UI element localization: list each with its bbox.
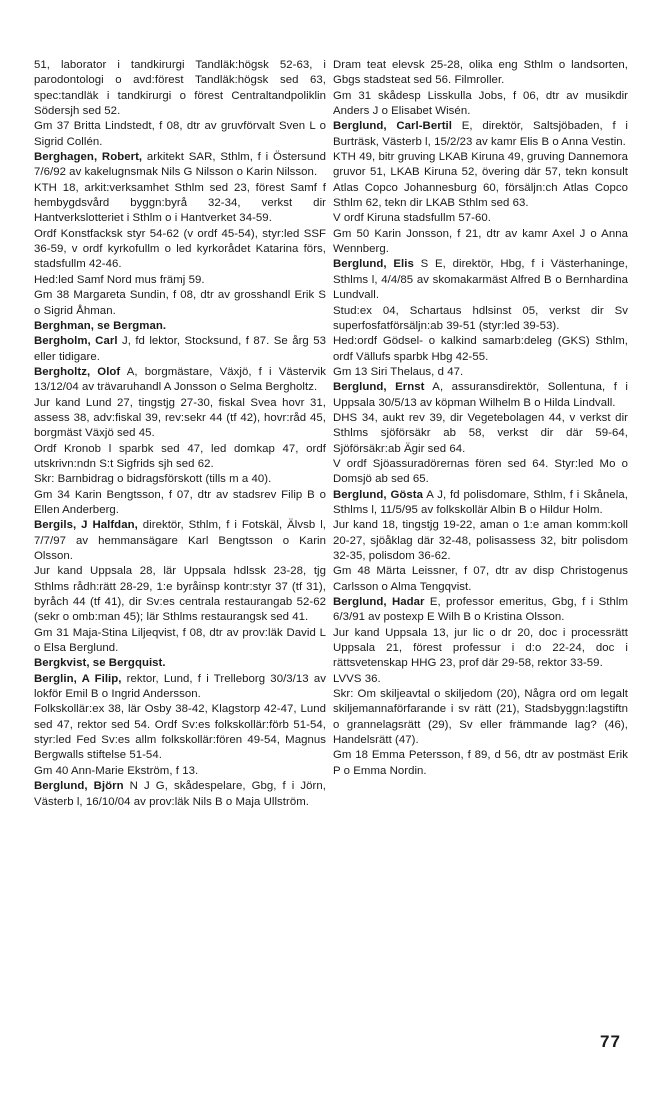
- entry-heading-paragraph: [34, 150, 326, 181]
- entry-paragraph: [34, 764, 326, 779]
- entry-name: Berglund, Björn: [34, 780, 124, 793]
- entry-name: Berglund, Gösta: [333, 488, 424, 501]
- entry-heading-paragraph: [34, 779, 326, 810]
- entry-name: Berglund, Elis: [333, 258, 414, 271]
- entry-text: Gm 13 Siri Thelaus, d 47.: [333, 365, 464, 378]
- entry-paragraph: [333, 411, 628, 457]
- entry-name: Bergils, J Halfdan,: [34, 519, 138, 532]
- entry-heading-paragraph: [333, 595, 628, 626]
- entry-text: Skr: Barnbidrag o bidragsförskott (tills m a 40).: [34, 473, 272, 486]
- entry-paragraph: [333, 89, 628, 120]
- entry-text: J, fd lektor, Stocksund, f 87. Se årg 53 eller tidigare.: [34, 335, 326, 363]
- entry-paragraph: [333, 687, 628, 748]
- entry-text: V ordf Kiruna stadsfullm 57-60.: [333, 212, 491, 225]
- entry-text: Gm 38 Margareta Sundin, f 08, dtr av grosshandl Erik S o Sigrid Åhman.: [34, 289, 326, 317]
- entry-paragraph: [34, 472, 326, 487]
- entry-text: Jur kand 18, tingstjg 19-22, aman o 1:e aman komm:koll 20-27, sjöåklag där 32-48, polisassess 32, bitr polisdom 32-35, polisdom 36-62.: [333, 519, 628, 562]
- entry-name: Berglin, A Filip,: [34, 672, 122, 685]
- entry-paragraph: [333, 58, 628, 89]
- entry-name: Bergholm, Carl: [34, 335, 118, 348]
- entry-paragraph: [34, 626, 326, 657]
- entry-text: N J G, skådespelare, Gbg, f i Jörn, Västerb l, 16/10/04 av prov:läk Nils B o Maja Ullström.: [34, 780, 326, 808]
- entry-paragraph: [333, 626, 628, 672]
- left-column: [34, 58, 326, 810]
- entry-text: Gm 50 Karin Jonsson, f 21, dtr av kamr Axel J o Anna Wennberg.: [333, 227, 628, 256]
- entry-text: KTH 49, bitr gruving LKAB Kiruna 49, gruving Dannemora gruvor 51, LKAB Kiruna 52, övering där 57, tekn konsult Atlas Copco Johannesburg 60, försäljn:ch Atlas Copco Sthlm 62, tekn dir LKAB Sthlm sed 63.: [333, 151, 628, 210]
- entry-paragraph: [34, 288, 326, 319]
- entry-text: Gm 18 Emma Petersson, f 89, d 56, dtr av postmäst Erik P o Emma Nordin.: [333, 749, 628, 777]
- entry-name: Berghman,: [34, 319, 94, 332]
- entry-paragraph: [333, 304, 628, 335]
- entry-text: rektor, Lund, f i Trelleborg 30/3/13 av lokför Emil B o Ingrid Andersson.: [34, 672, 326, 701]
- entry-paragraph: [34, 396, 326, 442]
- entry-text: Gm 37 Britta Lindstedt, f 08, dtr av gruvförvalt Sven L o Sigrid Collén.: [34, 120, 326, 148]
- entry-text: Jur kand Uppsala 13, jur lic o dr 20, doc i processrätt Uppsala 21, förest professur i d:o 22-24, doc i rättsvetenskap HHG 23, prof där 29-58, rektor 33-59.: [333, 626, 628, 670]
- entry-paragraph: [333, 518, 628, 564]
- entry-name: Berglund, Ernst: [333, 381, 425, 394]
- entry-text: E, direktör, Saltsjöbaden, f i Burträsk, Västerb l, 15/2/23 av kamr Elis B o Anna Vestin.: [333, 120, 628, 148]
- entry-paragraph: [333, 334, 628, 365]
- entry-text: Hed:ordf Gödsel- o kalkind samarb:deleg (GKS) Sthlm, ordf Vällufs sparbk Hbg 42-55.: [333, 335, 628, 363]
- entry-paragraph: [333, 564, 628, 595]
- entry-heading-paragraph: [34, 334, 326, 365]
- entry-heading-paragraph: [34, 672, 326, 703]
- entry-heading-paragraph: [333, 257, 628, 303]
- entry-paragraph: [333, 748, 628, 779]
- entry-text: KTH 18, arkit:verksamhet Sthlm sed 23, förest Samf f hembygdsvård byggn:byrå 32-34, verkst dir Hantverkslotteriet i Sthlm o i Hantverket 34-59.: [34, 181, 326, 225]
- entry-text: Stud:ex 04, Schartaus hdlsinst 05, verkst dir Sv superfosfatförsäljn:ab 39-51 (styr:led 39-53).: [333, 304, 628, 332]
- entry-text: direktör, Sthlm, f i Fotskäl, Älvsb l, 7/7/97 av hemmansägare Karl Bengtsson o Karin Olsson.: [34, 519, 326, 562]
- entry-text: Hed:led Samf Nord mus främj 59.: [34, 273, 205, 286]
- entry-heading-paragraph: [333, 380, 628, 411]
- page-number: 77: [600, 1032, 621, 1051]
- entry-paragraph: [34, 227, 326, 273]
- entry-text: Jur kand Uppsala 28, lär Uppsala hdlssk 23-28, tjg Sthlms rådh:rätt 28-29, 1:e byråinsp kontr:styr 37 (tf 31), byråch 44 (tf 41), dir Sv:es centrala restaurangab 52-62 (sekr o omb:man 45); lär Sthlms restaurangsk sed 41.: [34, 565, 326, 624]
- entry-text: se Bergman.: [93, 319, 167, 332]
- entry-paragraph: [34, 564, 326, 625]
- entry-paragraph: [34, 702, 326, 763]
- entry-paragraph: [333, 672, 628, 687]
- entry-text: LVVS 36.: [333, 672, 381, 685]
- entry-text: A, assuransdirektör, Sollentuna, f i Uppsala 30/5/13 av köpman Wilhelm B o Hilda Lindvall.: [333, 381, 628, 409]
- entry-paragraph: [34, 442, 326, 473]
- entry-name: Berglund, Hadar: [333, 596, 425, 609]
- entry-heading-paragraph: [34, 365, 326, 396]
- entry-text: DHS 34, aukt rev 39, dir Vegetebolagen 44, v verkst dir Sthlms sjöförsäkr ab 58, verkst dir där 59-64, Sjöförsäkr:ab Ägir sed 64.: [333, 411, 628, 455]
- entry-paragraph: [34, 488, 326, 519]
- entry-text: Gm 34 Karin Bengtsson, f 07, dtr av stadsrev Filip B o Ellen Anderberg.: [34, 488, 326, 516]
- entry-text: A, borgmästare, Växjö, f i Västervik 13/12/04 av trävaruhandl A Jonsson o Selma Bergholtz.: [34, 365, 326, 394]
- entry-name: Berghagen, Robert,: [34, 151, 143, 164]
- entry-text: Jur kand Lund 27, tingstjg 27-30, fiskal Svea hovr 31, assess 38, adv:fiskal 39, rev:sekr 44 (tf 42), hovr:råd 45, borgmäst Växjö sed 45.: [34, 396, 326, 440]
- entry-text: Gm 31 skådesp Lisskulla Jobs, f 06, dtr av musikdir Anders J o Elisabet Wisén.: [333, 89, 628, 118]
- entry-text: Gm 31 Maja-Stina Liljeqvist, f 08, dtr av prov:läk David L o Elsa Berglund.: [34, 626, 326, 655]
- entry-text: V ordf Sjöassuradörernas fören sed 64. Styr:led Mo o Domsjö ab sed 65.: [333, 457, 628, 486]
- entry-name: Bergkvist,: [34, 657, 90, 670]
- entry-text: Ordf Konstfacksk styr 54-62 (v ordf 45-54), styr:led SSF 36-59, v ordf kyrkofullm o led kyrkorådet Katarina förs, stadsfullm 42-46.: [34, 227, 326, 271]
- entry-text: Gm 48 Märta Leissner, f 07, dtr av disp Christogenus Carlsson o Alma Tengqvist.: [333, 565, 628, 593]
- entry-heading-paragraph: [34, 319, 326, 334]
- entry-paragraph: [333, 227, 628, 258]
- entry-text: A J, fd polisdomare, Sthlm, f i Skånela, Sthlms l, 11/5/95 av folkskollär Albin B o Hildur Holm.: [333, 488, 628, 516]
- right-column: [333, 58, 628, 779]
- entry-text: Ordf Kronob l sparbk sed 47, led domkap 47, ordf utskrivn:ndn S:t Sigfrids sjh sed 62.: [34, 442, 326, 470]
- entry-paragraph: [333, 211, 628, 226]
- entry-paragraph: [333, 150, 628, 211]
- entry-text: arkitekt SAR, Sthlm, f i Östersund 7/6/92 av kakelugnsmak Nils G Nilsson o Karin Nilsson.: [34, 151, 326, 179]
- entry-paragraph: [34, 58, 326, 119]
- entry-text: se Bergquist.: [89, 657, 166, 670]
- entry-text: Dram teat elevsk 25-28, olika eng Sthlm o landsorten, Gbgs stadsteat sed 56. Filmroller.: [333, 59, 628, 87]
- entry-name: Berglund, Carl-Bertil: [333, 120, 452, 133]
- entry-heading-paragraph: [34, 518, 326, 564]
- entry-text: S E, direktör, Hbg, f i Västerhaninge, Sthlms l, 4/4/85 av skomakarmäst Alfred B o Bernhardina Lundvall.: [333, 258, 628, 302]
- entry-text: Gm 40 Ann-Marie Ekström, f 13.: [34, 764, 199, 777]
- entry-text: Folkskollär:ex 38, lär Osby 38-42, Klagstorp 42-47, Lund sed 47, rektor sed 54. Ordf Sv:es folkskollär:förb 51-54, styr:led Fed Sv:es allm folkskollär:fören 49-54, Magnus Bergwalls stiftelse 51-54.: [34, 703, 326, 762]
- entry-paragraph: [333, 457, 628, 488]
- entry-text: 51, laborator i tandkirurgi Tandläk:högsk 52-63, i parodontologi o avd:förest Tandläk:högsk sed 63, spec:tandläk i tandkirurgi o förest Centraltandpoliklin Södersjh sed 52.: [34, 59, 326, 118]
- entry-name: Bergholtz, Olof: [34, 365, 121, 378]
- entry-text: E, professor emeritus, Gbg, f i Sthlm 6/3/91 av postexp E Wilh B o Kristina Olsson.: [333, 596, 628, 624]
- entry-heading-paragraph: [333, 119, 628, 150]
- entry-heading-paragraph: [34, 656, 326, 671]
- entry-paragraph: [34, 119, 326, 150]
- entry-paragraph: [34, 273, 326, 288]
- entry-text: Skr: Om skiljeavtal o skiljedom (20), Några ord om legalt skiljemannaförfarande i sv rätt (21), Stadsbyggn:lagstiftn o grannelagsrätt (29), Sv eller främmande lag? (46), Handelsrätt (47).: [333, 688, 628, 747]
- entry-heading-paragraph: [333, 488, 628, 519]
- entry-paragraph: [34, 181, 326, 227]
- entry-paragraph: [333, 365, 628, 380]
